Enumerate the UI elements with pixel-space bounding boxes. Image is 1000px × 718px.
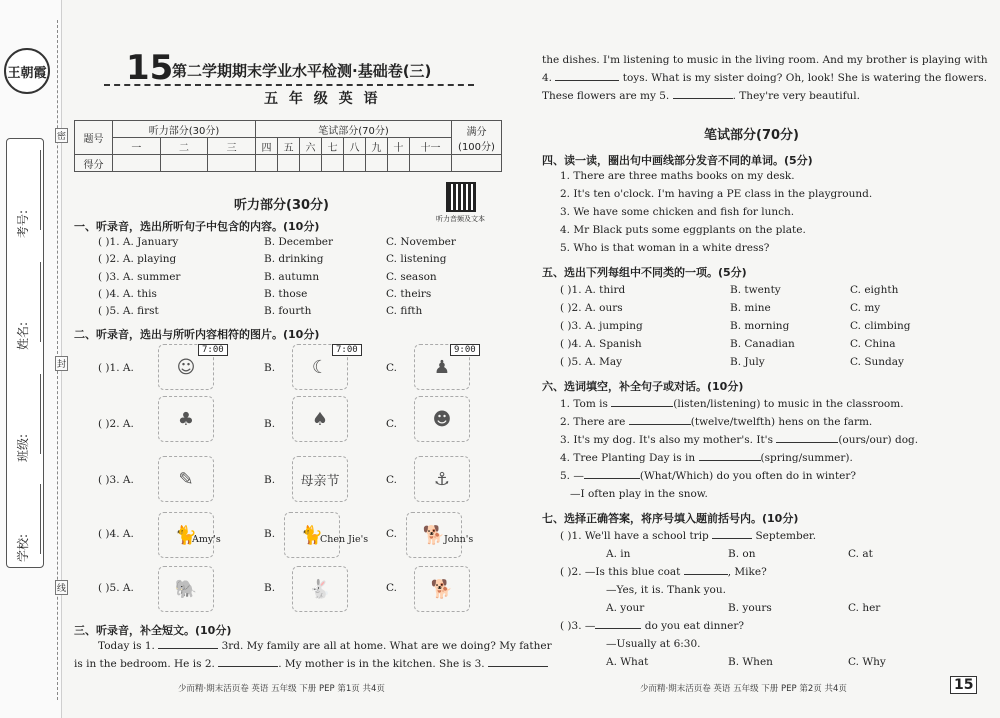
q2-heading: 二、听录音，选出与所听内容相符的图片。(10分) xyxy=(74,328,320,341)
q5-heading: 五、选出下列每组中不同类的一项。(5分) xyxy=(542,266,747,279)
picture-option[interactable]: 🐕 xyxy=(414,566,470,612)
q4-heading: 四、读一读，圈出句中画线部分发音不同的单词。(5分) xyxy=(542,154,813,167)
school-label: 学校: xyxy=(16,533,30,562)
class-label: 班级: xyxy=(16,433,30,462)
picture-option[interactable]: ☻ xyxy=(414,396,470,442)
picture-option[interactable]: ♟ xyxy=(414,344,470,390)
right-page: the dishes. I'm listening to music in the living room. And my brother is playing with 4. toys. What is my sister doing? Oh, look! She is watering the flowers. These flowers are my 5. . They're very beautiful. 笔试部分(70分) 四、读一读，圈出句中画线部分发音不同的单词。(5分) 1. There are three maths books on my desk. 2. It's ten o'clock. I'm having a PE class in the playground. 3. We have some chicken and fish for lunch. 4. Mr Black puts some eggplants on the plate. 5. Who is that woman in a white dress? 五、选出下列每组中不同类的一项。(5分) ( )1. A. third B. twenty C. eighth ( )2. A. ours B. mine C. my ( )3. A. jumping B. morning C. climbing ( )4. A. Spanish B. Canadian C. China ( )5. A. May B. July C. Sunday 六、选词填空，补全句子或对话。(10分) 1. Tom is (listen/listening) to music in the classroom. 2. There are (twelve/twelfth) hens on the farm. 3. It's my dog. It's also my mother's. It's (ours/our) dog. 4. Tree Planting Day is in (spring/summer). 5. — (What/Which) do you often do in winter? —I often play in the snow. 七、选择正确答案，将序号填入题前括号内。(10分) ( )1. We'll have a school trip September. A. in B. on C. at ( )2. —Is this blue coat , Mike? —Yes, it is. Thank you. A. your B. yours C. her ( )3. — do you eat dinner? —Usually at 6:30. A. What B. When C. Why 少而精·期末活页卷 英语 五年级 下册 PEP 第2页 共4页 xyxy=(542,54,988,694)
picture-option[interactable]: 🐘 xyxy=(158,566,214,612)
picture-option[interactable]: ♣ xyxy=(158,396,214,442)
qr-code-icon[interactable] xyxy=(446,182,476,212)
q7-heading: 七、选择正确答案，将序号填入题前括号内。(10分) xyxy=(542,512,799,525)
paper-subtitle: 五 年 级 英 语 xyxy=(264,91,381,107)
picture-option[interactable]: 🐈 xyxy=(284,512,340,558)
seal-mark: 封 xyxy=(55,356,68,371)
picture-option[interactable]: ⚓ xyxy=(414,456,470,502)
fill-blank[interactable] xyxy=(584,478,640,479)
exam-number-label: 考号: xyxy=(16,209,30,238)
footer-left: 少而精·期末活页卷 英语 五年级 下册 PEP 第1页 共4页 xyxy=(178,684,385,694)
fill-blank[interactable] xyxy=(629,424,691,425)
picture-option[interactable]: ☾ xyxy=(292,344,348,390)
footer-right: 少而精·期末活页卷 英语 五年级 下册 PEP 第2页 共4页 xyxy=(640,684,847,694)
picture-option[interactable]: 🐈 xyxy=(158,512,214,558)
picture-option[interactable]: ☺ xyxy=(158,344,214,390)
blank-4[interactable] xyxy=(555,80,619,81)
binding-strip xyxy=(0,0,67,718)
picture-option[interactable]: 🐇 xyxy=(292,566,348,612)
blank-2[interactable] xyxy=(218,666,278,667)
passage-line: Today is 1. 3rd. My family are all at home. What are we doing? My father xyxy=(98,640,552,652)
paper-number: 15 xyxy=(126,48,174,88)
fill-blank[interactable] xyxy=(776,442,838,443)
picture-option[interactable]: 母亲节 xyxy=(292,456,348,502)
paper-title: 第二学期期末学业水平检测·基础卷(三) xyxy=(172,62,432,80)
passage-line: is in the bedroom. He is 2. . My mother is in the kitchen. She is 3. xyxy=(74,658,548,670)
written-title: 笔试部分(70分) xyxy=(704,128,799,143)
fill-blank[interactable] xyxy=(611,406,673,407)
q3-heading: 三、听录音，补全短文。(10分) xyxy=(74,624,232,637)
name-label: 姓名: xyxy=(16,321,30,350)
listening-title: 听力部分(30分) xyxy=(234,198,329,213)
qr-caption: 听力音频及文本 xyxy=(436,215,485,223)
publisher-logo: 王朝霞 xyxy=(4,48,50,94)
score-table: 题号 听力部分(30分) 笔试部分(70分) 满分 (100分) 一 二 三 四 五 六 七 八 九 十 十一 得分 xyxy=(74,120,502,172)
seal-mark: 线 xyxy=(55,580,68,595)
blank-5[interactable] xyxy=(673,98,733,99)
left-page: 15 第二学期期末学业水平检测·基础卷(三) 五 年 级 英 语 题号 听力部分(30分) 笔试部分(70分) 满分 (100分) 一 二 三 四 五 六 七 八 九 十 十一 得分 听力部分(30分) 听力音频及文本 一、听录音，选出所听句子中包含的内容。(10分) ( )1. A. January B. December C. November ( )2. A. playing B. drinking C. listening ( )3. A. summer B. autumn C. season ( )4. A. this B. those C. theirs ( )5. A. first B. fourth C. fifth 二、听录音，选出与所听内容相符的图片。(10分) ( )1. A. ☺ 7:00 B. ☾ 7:00 C. ♟ 9:00 ( )2. A. ♣ B. ♠ C. ☻ ( )3. A. ✎ B. 母亲节 C. ⚓ ( )4. A. 🐈 Amy's B. 🐈 Chen Jie's C. 🐕 John's ( )5. A. 🐘 B. 🐇 C. 🐕 三、听录音，补全短文。(10分) Today is 1. 3rd. My family are all at home. What are we doing? My father is in the bedroom. He is 2. . My mother is in the kitchen. She is 3. 少而精·期末活页卷 英语 五年级 下册 PEP 第1页 共4页 xyxy=(74,48,552,694)
blank-1[interactable] xyxy=(158,648,218,649)
fill-blank[interactable] xyxy=(699,460,761,461)
q1-heading: 一、听录音，选出所听句子中包含的内容。(10分) xyxy=(74,220,320,233)
page-number: 15 xyxy=(950,676,977,694)
picture-option[interactable]: 🐕 xyxy=(406,512,462,558)
seal-mark: 密 xyxy=(55,128,68,143)
picture-option[interactable]: ✎ xyxy=(158,456,214,502)
q6-heading: 六、选词填空，补全句子或对话。(10分) xyxy=(542,380,744,393)
picture-option[interactable]: ♠ xyxy=(292,396,348,442)
student-info-panel xyxy=(6,138,44,568)
